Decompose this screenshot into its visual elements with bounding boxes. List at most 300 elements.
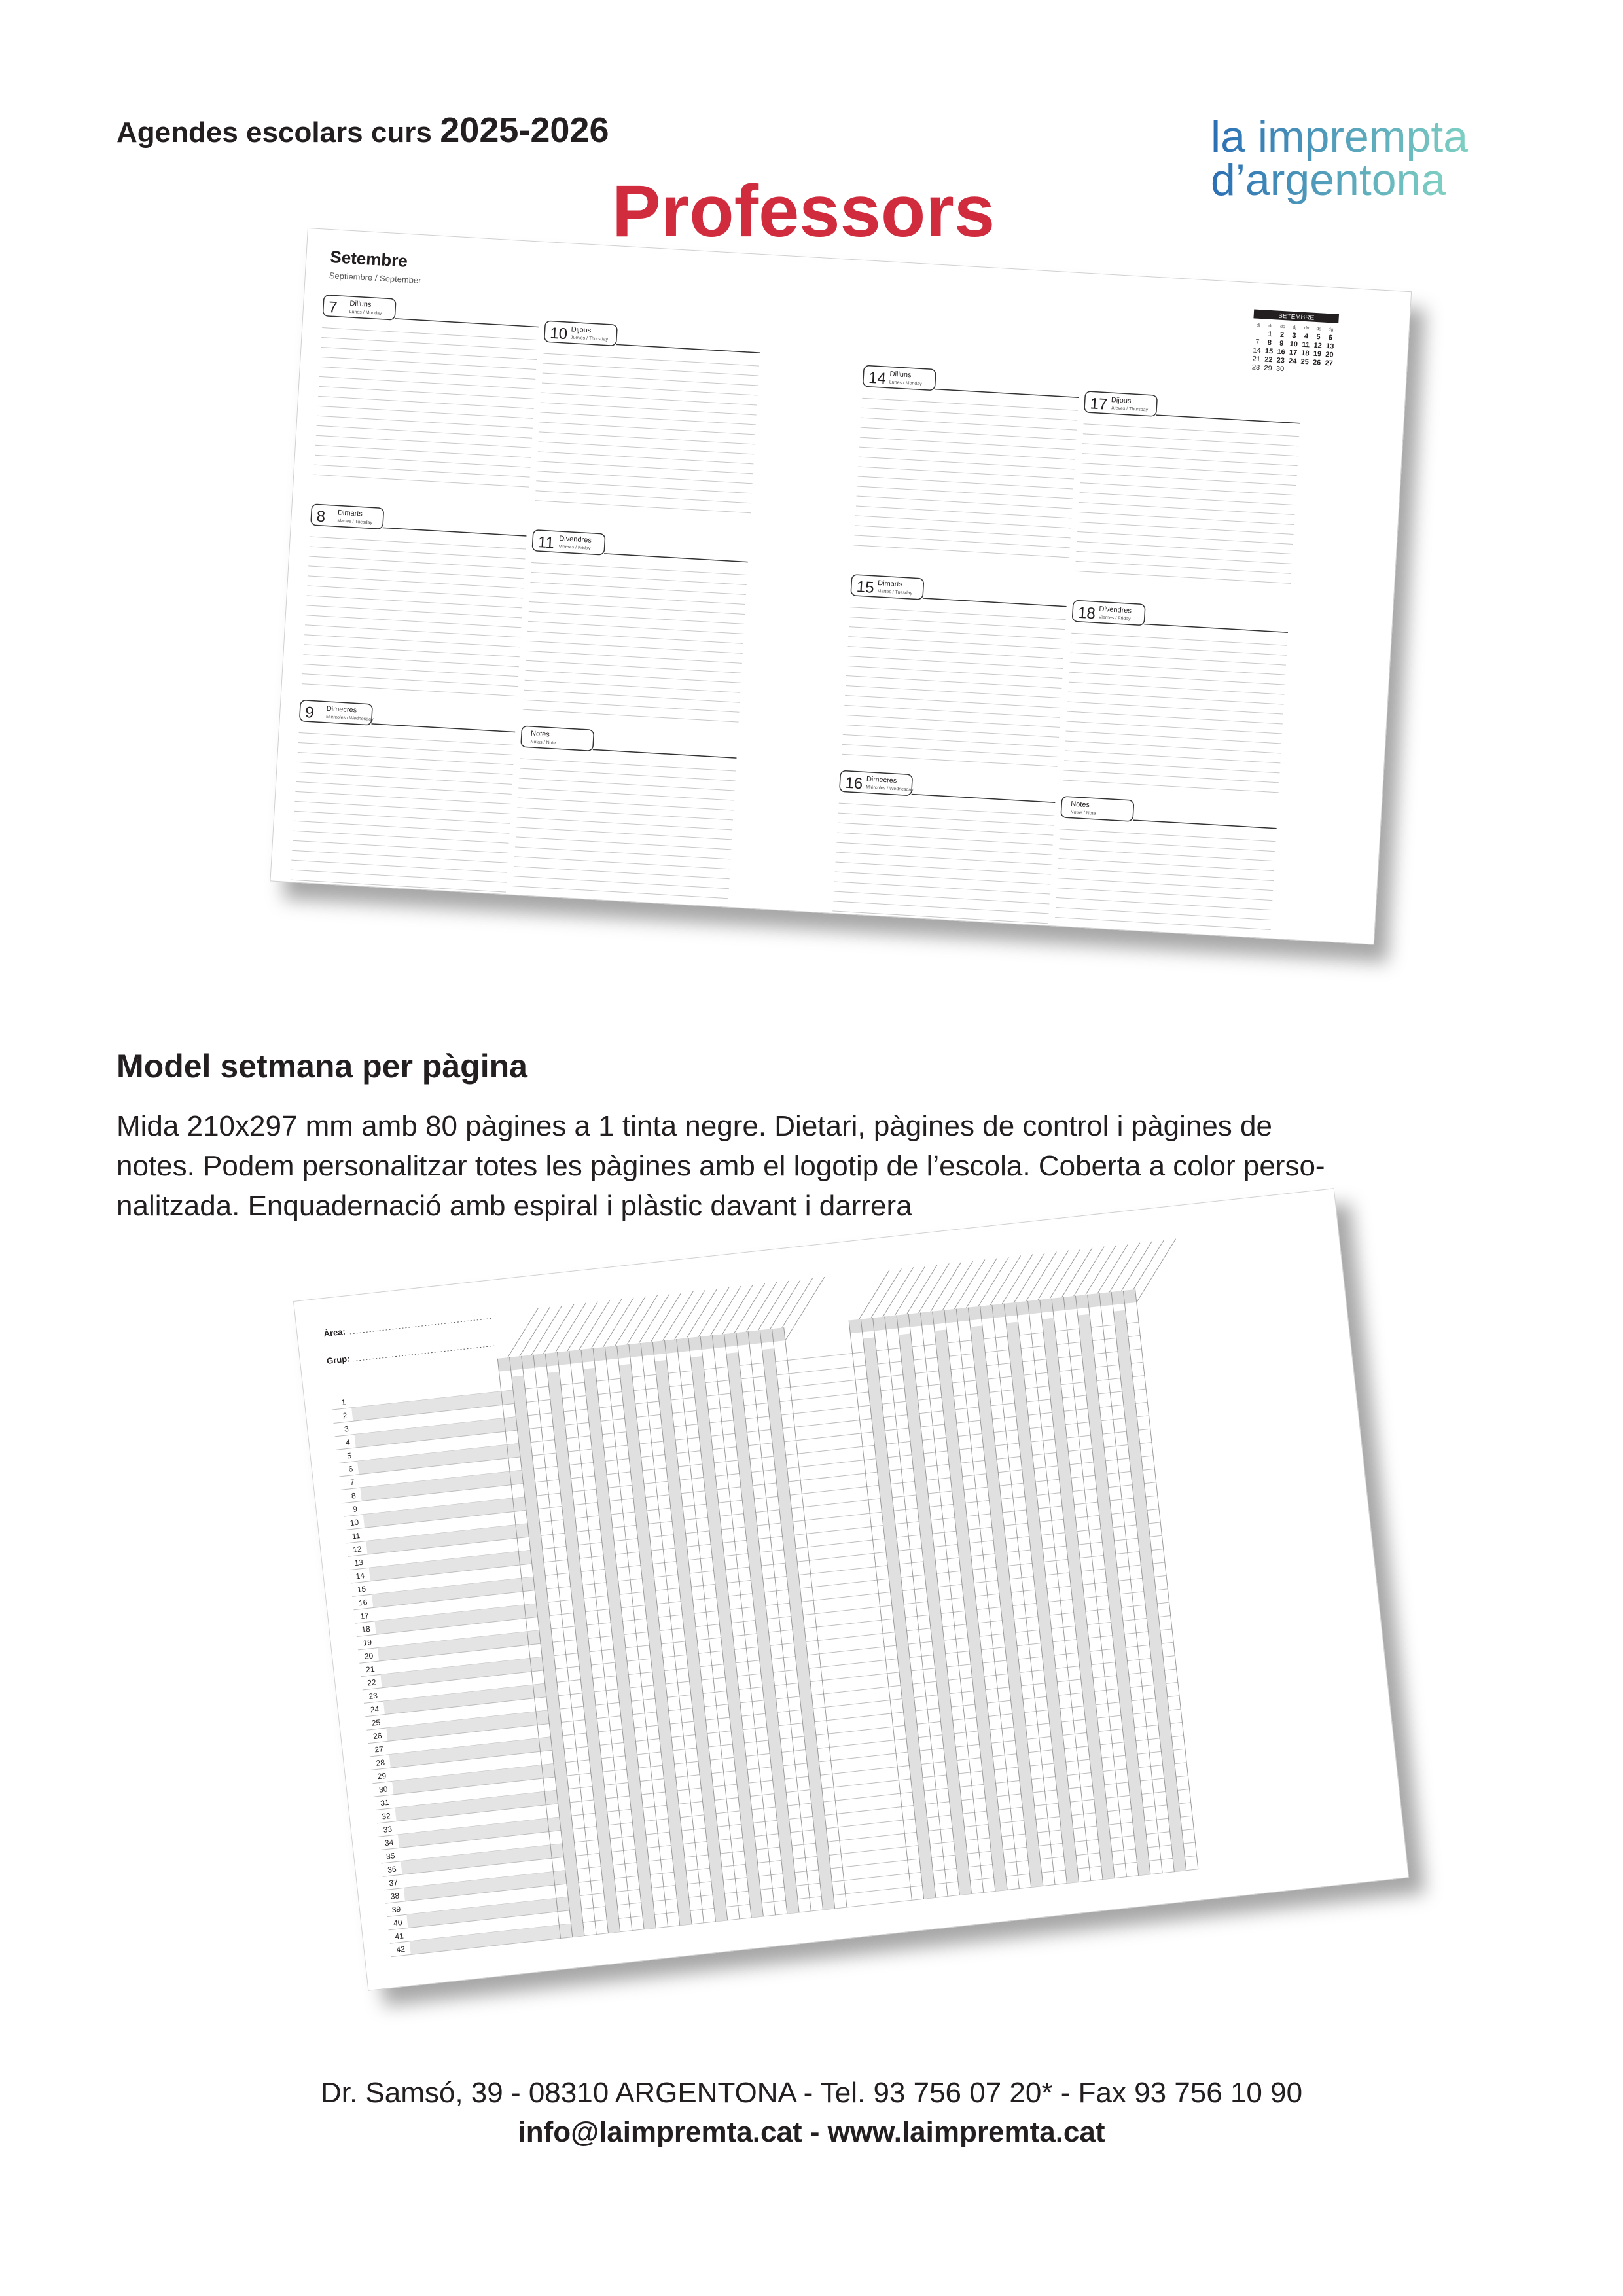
writing-line — [513, 886, 728, 899]
writing-line — [294, 821, 509, 833]
writing-line — [291, 880, 506, 892]
row-number: 29 — [377, 1770, 387, 1782]
writing-line — [1067, 711, 1282, 724]
writing-line — [1084, 424, 1299, 437]
writing-line — [1060, 829, 1275, 842]
writing-line — [1056, 908, 1271, 920]
mini-calendar-day: 12 — [1313, 341, 1323, 350]
writing-line — [306, 605, 522, 618]
row-number: 22 — [366, 1677, 377, 1688]
writing-line — [1054, 937, 1270, 944]
day-sub: Martes / Tuesday — [877, 589, 913, 596]
writing-line — [539, 442, 754, 454]
writing-line — [1071, 643, 1286, 655]
writing-line — [541, 403, 756, 415]
row-number: 19 — [362, 1638, 372, 1648]
day-sub: Jueves / Thursday — [570, 335, 609, 342]
day-number: 11 — [537, 533, 555, 552]
writing-line — [317, 416, 532, 428]
day-name: Divendres — [1099, 605, 1132, 615]
writing-line — [296, 772, 512, 784]
row-shade — [369, 1550, 533, 1581]
writing-line — [1071, 653, 1286, 665]
day-number: 14 — [868, 368, 887, 388]
planner-day-block — [842, 575, 1067, 767]
writing-line — [529, 601, 745, 614]
writing-line — [849, 617, 1065, 630]
mini-calendar-day: 1 — [1268, 330, 1272, 339]
register-area-label: Àrea: — [323, 1326, 346, 1339]
writing-line — [526, 660, 741, 673]
writing-line — [858, 467, 1073, 479]
day-name: Dimecres — [326, 704, 357, 715]
writing-line — [317, 406, 533, 418]
planner-day-block — [830, 770, 1056, 944]
writing-line — [303, 664, 518, 677]
writing-line — [293, 831, 508, 843]
writing-line — [537, 461, 753, 474]
description-line: notes. Podem personalitzar totes les pàgines amb el logotip de l’escola. Coberta a color perso- — [116, 1150, 1325, 1182]
writing-line — [1067, 702, 1283, 714]
column-shade — [971, 1326, 1043, 1888]
register-page-svg — [294, 1189, 1409, 1991]
column-shade — [863, 1337, 936, 1899]
writing-line — [298, 752, 513, 764]
mini-calendar-day: 16 — [1277, 348, 1285, 357]
writing-line — [541, 393, 757, 405]
column-shade — [1113, 1310, 1186, 1872]
row-number: 21 — [365, 1664, 376, 1675]
row-number: 27 — [374, 1744, 384, 1755]
writing-line — [1076, 561, 1291, 573]
writing-line — [305, 625, 520, 637]
day-header-rule — [593, 749, 737, 758]
writing-line — [1063, 770, 1279, 783]
planner-day-block — [512, 726, 738, 918]
writing-line — [293, 840, 508, 853]
writing-line — [295, 801, 510, 814]
row-number: 41 — [394, 1931, 404, 1941]
writing-line — [833, 901, 1048, 914]
mini-calendar-day: 10 — [1289, 340, 1298, 349]
writing-line — [520, 768, 735, 781]
row-number: 4 — [345, 1437, 351, 1448]
row-number: 1 — [340, 1397, 346, 1407]
description-line: Mida 210x297 mm amb 80 pàgines a 1 tinta negre. Dietari, pàgines de control i pàgines de — [116, 1110, 1272, 1142]
writing-line — [1075, 571, 1291, 583]
row-number: 14 — [355, 1571, 365, 1581]
writing-line — [832, 921, 1047, 933]
row-shade — [383, 1683, 548, 1714]
writing-line — [1079, 503, 1294, 515]
day-number: 15 — [856, 578, 875, 597]
day-sub: Miércoles / Wednesday — [325, 714, 374, 723]
writing-line — [519, 778, 734, 791]
day-number: 16 — [844, 774, 863, 793]
day-header-rule — [1133, 820, 1277, 829]
writing-line — [302, 684, 517, 696]
register-page-mockup — [293, 1188, 1409, 1991]
writing-line — [524, 700, 739, 712]
mini-calendar-day: 29 — [1264, 364, 1273, 373]
writing-line — [861, 418, 1077, 430]
row-number: 7 — [349, 1477, 355, 1488]
writing-line — [531, 573, 746, 585]
mini-calendar-weekday: dl — [1256, 323, 1260, 329]
writing-line — [322, 328, 537, 340]
writing-line — [1077, 541, 1292, 554]
writing-line — [1058, 859, 1274, 871]
writing-line — [544, 353, 759, 366]
day-header-rule — [912, 795, 1056, 803]
register-group-label: Grup: — [326, 1354, 351, 1366]
writing-line — [850, 607, 1065, 620]
writing-line — [831, 941, 1046, 945]
writing-line — [1064, 761, 1279, 773]
writing-line — [855, 526, 1070, 538]
writing-line — [1080, 473, 1296, 486]
row-shade — [406, 1897, 571, 1928]
mini-calendar-day: 17 — [1289, 348, 1298, 357]
day-sub: Notas / Note — [1070, 810, 1096, 816]
row-number: 15 — [357, 1584, 366, 1594]
brand-line-2: d’argentona — [1211, 155, 1446, 205]
writing-line — [539, 422, 755, 435]
writing-line — [294, 811, 510, 823]
writing-line — [842, 754, 1057, 766]
writing-line — [853, 545, 1069, 558]
mini-calendar-day: 19 — [1313, 350, 1322, 359]
writing-line — [836, 842, 1052, 855]
writing-line — [526, 651, 741, 663]
mini-calendar-day: 11 — [1302, 340, 1310, 350]
writing-line — [296, 781, 511, 794]
row-shade — [351, 1390, 516, 1421]
planner-page-mockup — [270, 228, 1412, 945]
writing-line — [307, 596, 522, 608]
writing-line — [304, 635, 520, 647]
writing-line — [515, 847, 730, 859]
mini-calendar-weekday: ds — [1316, 326, 1322, 332]
writing-line — [319, 386, 534, 399]
column-line — [873, 1318, 936, 1898]
column-line — [760, 1330, 823, 1910]
mini-calendar-day: 25 — [1300, 357, 1310, 367]
writing-line — [320, 367, 535, 379]
row-number: 12 — [352, 1544, 363, 1554]
writing-line — [302, 674, 518, 687]
column-shade — [654, 1360, 727, 1922]
writing-line — [514, 857, 730, 869]
writing-line — [834, 882, 1050, 894]
row-shade — [360, 1470, 524, 1501]
writing-line — [1083, 434, 1298, 446]
writing-line — [518, 788, 734, 800]
row-shade — [375, 1604, 539, 1634]
writing-line — [1055, 917, 1270, 929]
day-header-rule — [923, 598, 1067, 607]
writing-line — [842, 744, 1058, 757]
writing-line — [859, 457, 1074, 469]
writing-line — [316, 435, 531, 448]
row-number: 31 — [380, 1797, 390, 1808]
writing-line — [537, 471, 752, 484]
day-sub: Jueves / Thursday — [1110, 406, 1149, 413]
planner-day-block — [853, 365, 1079, 558]
writing-line — [529, 611, 744, 624]
writing-line — [1068, 692, 1283, 704]
writing-line — [1065, 751, 1280, 763]
writing-line — [846, 685, 1061, 698]
writing-line — [319, 376, 535, 389]
row-number: 13 — [353, 1557, 364, 1568]
writing-line — [543, 373, 758, 386]
row-shade — [372, 1577, 536, 1607]
day-name: Dilluns — [349, 299, 372, 309]
row-number: 2 — [342, 1410, 348, 1421]
day-name: Dimarts — [877, 579, 903, 589]
row-number: 10 — [349, 1517, 359, 1528]
writing-line — [313, 475, 529, 487]
mini-calendar-day: 28 — [1251, 363, 1260, 372]
writing-line — [1057, 888, 1272, 901]
writing-line — [291, 870, 506, 882]
writing-line — [321, 357, 536, 369]
row-shade — [378, 1630, 542, 1661]
writing-line — [517, 817, 732, 830]
day-sub: Martes / Tuesday — [337, 518, 373, 526]
row-number: 36 — [387, 1864, 397, 1874]
document-title: Professors — [612, 170, 995, 252]
writing-line — [512, 906, 727, 918]
mini-calendar-day: 2 — [1279, 331, 1285, 340]
planner-day-block — [535, 321, 761, 513]
writing-line — [1082, 454, 1297, 466]
writing-line — [1077, 531, 1293, 544]
writing-line — [540, 412, 755, 425]
row-number: 24 — [370, 1704, 380, 1715]
writing-line — [295, 791, 510, 804]
writing-line — [844, 725, 1059, 737]
row-shade — [392, 1763, 556, 1794]
writing-line — [1069, 682, 1284, 694]
row-number: 20 — [364, 1651, 374, 1661]
mini-calendar-day: 20 — [1325, 350, 1334, 359]
row-number: 26 — [372, 1731, 383, 1742]
mini-calendar-day: 24 — [1288, 357, 1297, 366]
row-number: 9 — [352, 1504, 358, 1514]
row-shade — [389, 1737, 554, 1768]
writing-line — [858, 476, 1073, 489]
day-name: Dilluns — [889, 370, 912, 380]
writing-line — [1080, 483, 1296, 495]
column-shade — [1042, 1318, 1115, 1880]
row-shade — [355, 1417, 519, 1448]
writing-line — [1058, 878, 1273, 891]
day-number: 10 — [549, 324, 568, 344]
planner-day-block — [1075, 391, 1301, 584]
mini-calendar-day: 18 — [1301, 349, 1310, 358]
writing-line — [1056, 898, 1272, 910]
day-header-rule — [935, 389, 1079, 398]
writing-line — [308, 566, 524, 579]
day-name: Notes — [1070, 800, 1090, 810]
row-number: 18 — [361, 1624, 371, 1635]
row-shade — [410, 1924, 574, 1954]
day-number: 8 — [315, 507, 326, 526]
mini-calendar-weekday: dt — [1268, 323, 1273, 329]
day-sub: Viernes / Friday — [1098, 615, 1131, 622]
row-number: 33 — [382, 1824, 393, 1835]
writing-line — [836, 862, 1051, 874]
row-shade — [363, 1497, 527, 1528]
mini-calendar-title: SETEMBRE — [1277, 312, 1315, 322]
writing-line — [1063, 780, 1278, 793]
column-shade — [762, 1348, 835, 1910]
writing-line — [516, 837, 731, 850]
day-header-rule — [1144, 624, 1288, 633]
writing-line — [315, 455, 530, 467]
row-number: 16 — [358, 1597, 368, 1608]
footer-contact: info@laimpremta.cat - www.laimpremta.cat — [518, 2116, 1105, 2148]
day-header-rule — [383, 528, 527, 536]
day-sub: Miércoles / Wednesday — [865, 785, 914, 793]
day-name: Divendres — [558, 534, 592, 545]
day-name: Dimarts — [337, 509, 363, 518]
writing-line — [530, 592, 745, 604]
writing-line — [832, 911, 1048, 924]
day-name: Dimecres — [866, 775, 897, 785]
row-number: 23 — [368, 1691, 378, 1702]
mini-calendar-day: 13 — [1325, 342, 1334, 351]
writing-line — [1058, 869, 1274, 881]
header-diagonal — [1130, 1239, 1182, 1302]
row-shade — [398, 1817, 562, 1848]
planner-month-title: Setembre — [329, 247, 408, 271]
row-shade — [395, 1790, 560, 1821]
writing-line — [297, 762, 512, 774]
writing-line — [308, 576, 523, 588]
description-line: nalitzada. Enquadernació amb espiral i plàstic davant i darrera — [116, 1190, 912, 1222]
writing-line — [855, 516, 1071, 528]
day-sub: Lunes / Monday — [889, 380, 922, 387]
writing-line — [310, 537, 526, 549]
planner-day-block — [313, 295, 539, 488]
writing-line — [836, 852, 1051, 865]
writing-line — [543, 363, 758, 376]
row-number: 28 — [375, 1757, 385, 1768]
writing-line — [838, 823, 1053, 835]
day-header-rule — [604, 554, 748, 562]
mini-calendar-weekday: dv — [1304, 325, 1310, 331]
column-shade — [583, 1368, 656, 1929]
day-sub: Viernes / Friday — [558, 544, 591, 551]
row-number: 34 — [384, 1837, 394, 1848]
writing-line — [527, 631, 743, 643]
row-shade — [366, 1524, 530, 1554]
writing-line — [317, 425, 532, 438]
writing-line — [539, 432, 755, 444]
row-number: 40 — [393, 1918, 403, 1928]
writing-line — [513, 876, 728, 889]
writing-line — [832, 931, 1047, 943]
writing-line — [1076, 551, 1291, 564]
row-number: 39 — [391, 1904, 402, 1915]
column-shade — [690, 1356, 763, 1918]
writing-line — [542, 383, 757, 395]
mini-calendar-day: 8 — [1267, 338, 1272, 348]
row-number: 11 — [351, 1531, 361, 1541]
footer — [0, 2073, 1623, 2152]
row-shade — [380, 1657, 544, 1687]
writing-line — [860, 437, 1075, 450]
row-number: 3 — [344, 1424, 349, 1434]
mini-calendar-day: 27 — [1325, 359, 1334, 368]
planner-day-block — [1052, 797, 1277, 945]
writing-line — [848, 637, 1063, 649]
writing-line — [530, 582, 745, 594]
mini-calendar-weekday: dc — [1279, 324, 1285, 330]
writing-line — [535, 501, 751, 513]
writing-line — [318, 396, 533, 408]
mini-calendar-day: 22 — [1264, 355, 1273, 365]
writing-line — [299, 733, 514, 745]
writing-line — [512, 896, 728, 908]
day-name: Dijous — [1111, 396, 1132, 405]
mini-calendar-day: 26 — [1312, 358, 1321, 367]
writing-line — [314, 465, 529, 477]
brand-logo — [1211, 111, 1512, 209]
writing-line — [520, 759, 736, 771]
writing-line — [854, 535, 1069, 548]
writing-line — [310, 547, 525, 559]
writing-line — [835, 872, 1050, 884]
writing-line — [844, 715, 1060, 727]
row-number: 17 — [359, 1611, 370, 1621]
column-shade — [1006, 1322, 1079, 1884]
writing-line — [524, 690, 740, 702]
writing-line — [309, 556, 524, 569]
footer-address: Dr. Samsó, 39 - 08310 ARGENTONA - Tel. 93 756 07 20* - Fax 93 756 10 90 — [320, 2077, 1303, 2109]
mini-calendar-day: 23 — [1276, 356, 1285, 365]
writing-line — [847, 666, 1062, 679]
writing-line — [321, 338, 537, 350]
row-number: 42 — [395, 1944, 406, 1955]
mini-calendar-weekday: dg — [1328, 327, 1334, 332]
day-number: 18 — [1077, 603, 1096, 623]
mini-calendar-day: 3 — [1292, 331, 1296, 340]
column-shade — [619, 1364, 692, 1926]
planner-month-subtitle: Septiembre / September — [329, 270, 421, 286]
row-number: 32 — [381, 1811, 391, 1821]
mini-calendar-day: 21 — [1252, 355, 1261, 364]
writing-line — [304, 645, 519, 657]
column-line — [1111, 1292, 1174, 1872]
mini-calendar-day: 5 — [1316, 333, 1321, 342]
day-header-rule — [372, 724, 516, 732]
writing-line — [518, 798, 733, 810]
planner-page-svg — [270, 228, 1412, 945]
mini-calendar-day: 30 — [1275, 365, 1285, 374]
row-shade — [386, 1710, 550, 1741]
writing-line — [303, 655, 518, 667]
writing-line — [849, 627, 1064, 639]
writing-line — [857, 486, 1073, 499]
writing-line — [838, 813, 1054, 825]
writing-line — [306, 615, 521, 628]
brand-line-1: la imprempta — [1211, 112, 1469, 162]
writing-line — [536, 481, 751, 493]
